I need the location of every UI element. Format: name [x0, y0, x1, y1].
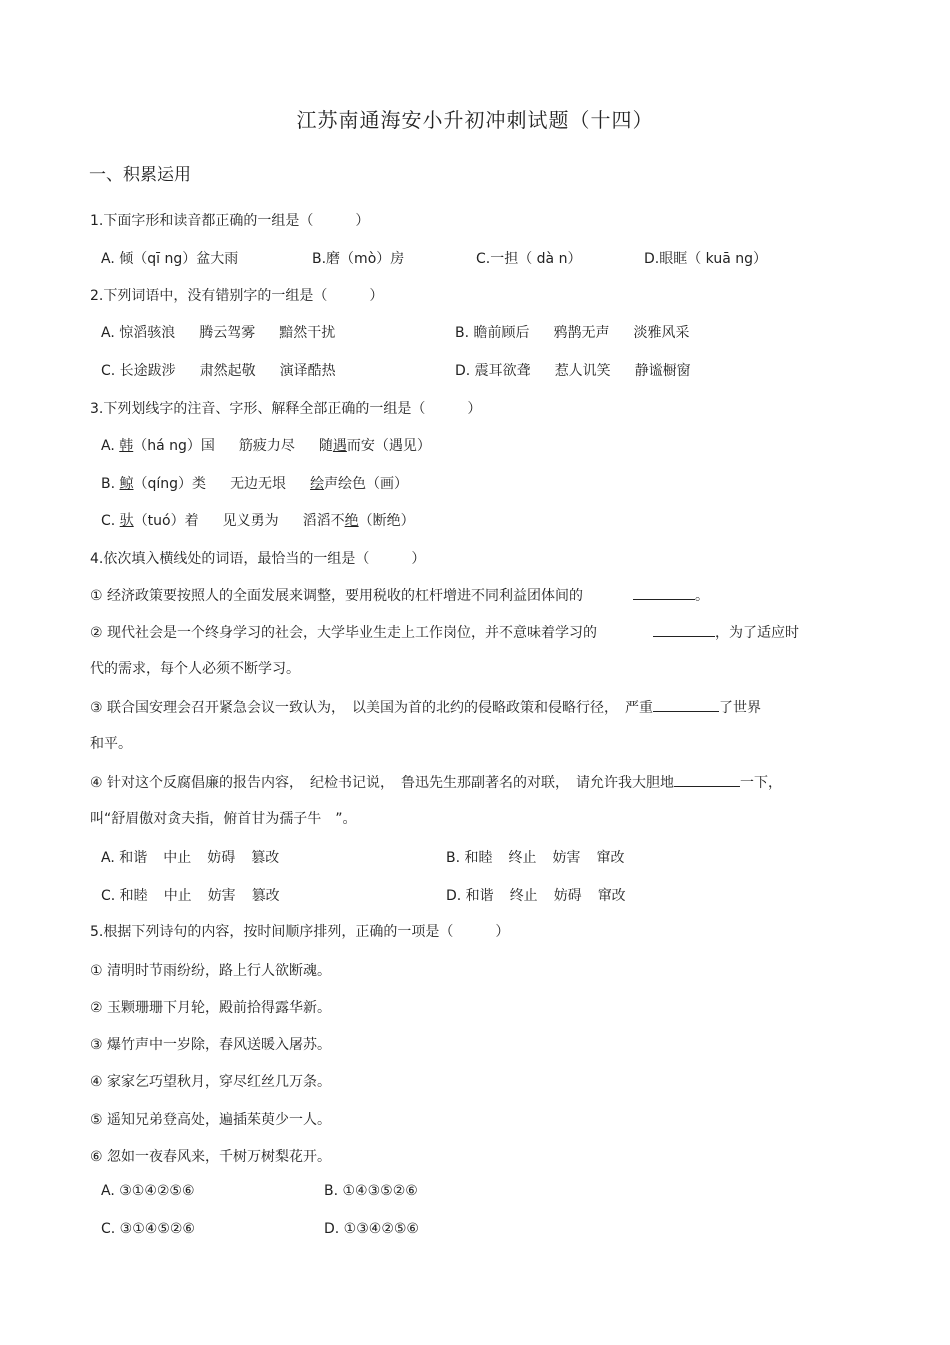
question-5: 5.根据下列诗句的内容，按时间顺序排列，正确的一项是（ ）	[90, 924, 510, 940]
section-heading: 一、积累运用	[89, 165, 191, 185]
q3-a-word: （há ng）国	[133, 438, 215, 454]
q3-option-c	[101, 510, 415, 530]
q3-a-word: 而安（遇见）	[346, 438, 431, 454]
q4-b-word: B. 和睦	[446, 850, 493, 866]
q5-poem-line: ⑥ 忽如一夜春风来，千树万树梨花开。	[90, 1149, 331, 1165]
q5-option-b: B. ①④③⑤②⑥	[324, 1183, 418, 1199]
underlined-char: 遇	[332, 438, 347, 454]
q5-poem-line: ④ 家家乞巧望秋月，穿尽红丝几万条。	[90, 1074, 331, 1090]
q4-option-b	[446, 847, 625, 867]
q3-b-word: （qíng）类	[133, 476, 207, 492]
q2-a-word: 腾云驾雾	[199, 325, 256, 341]
q4-b-word: 终止	[508, 850, 537, 866]
q2-option-d	[455, 360, 691, 380]
q2-option-b	[455, 322, 690, 342]
page-title: 江苏南通海安小升初冲刺试题（十四）	[296, 108, 654, 132]
q3-a-word: 筋疲力尽	[238, 438, 295, 454]
q3-option-b	[101, 473, 408, 493]
sentence-text: ④ 针对这个反腐倡廉的报告内容， 纪检书记说， 鲁迅先生那副著名的对联， 请允许我大胆地	[90, 775, 674, 791]
underlined-char: 鲸	[119, 476, 134, 492]
q4-d-word: 妨碍	[553, 888, 582, 904]
sentence-end: 一下，	[740, 775, 782, 791]
underlined-char: 驮	[119, 513, 134, 529]
sentence-end: ，为了适应时	[715, 625, 799, 641]
q4-d-word: 终止	[509, 888, 538, 904]
q4-c-word: 中止	[163, 888, 192, 904]
q4-a-word: 中止	[163, 850, 192, 866]
q4-d-word: D. 和谐	[446, 888, 494, 904]
q3-c-word: 见义勇为	[222, 513, 279, 529]
q5-poem-line: ⑤ 遥知兄弟登高处，遍插茱萸少一人。	[90, 1112, 331, 1128]
q4-sentence-4	[90, 772, 782, 792]
q2-d-word: 惹人讥笑	[554, 363, 611, 379]
q4-sentence-3	[90, 697, 761, 717]
q1-option-b: B.磨（mò）房	[312, 251, 405, 267]
q4-c-word: 篡改	[251, 888, 280, 904]
q4-sentence-2-cont: 代的需求，每个人必须不断学习。	[90, 661, 300, 677]
fill-blank	[633, 587, 695, 600]
q4-c-word: C. 和睦	[101, 888, 148, 904]
underlined-char: 绝	[344, 513, 359, 529]
q4-option-d	[446, 885, 626, 905]
q5-option-d: D. ①③④②⑤⑥	[324, 1221, 419, 1237]
q2-b-word: 淡雅风采	[633, 325, 690, 341]
q3-b-word: 无边无垠	[230, 476, 287, 492]
option-letter: C.	[101, 513, 120, 529]
q2-a-word: A. 惊滔骇浪	[101, 325, 176, 341]
q5-poem-line: ③ 爆竹声中一岁除，春风送暖入屠苏。	[90, 1037, 331, 1053]
q2-b-word: 鸦鹊无声	[553, 325, 610, 341]
underlined-char: 韩	[119, 438, 134, 454]
q4-b-word: 妨害	[552, 850, 581, 866]
fill-blank	[653, 624, 715, 637]
q5-option-a: A. ③①④②⑤⑥	[101, 1183, 195, 1199]
q4-d-word: 窜改	[597, 888, 626, 904]
q5-option-c: C. ③①④⑤②⑥	[101, 1221, 195, 1237]
q4-sentence-1	[90, 585, 709, 605]
q2-option-a	[101, 322, 335, 342]
q5-poem-line: ② 玉颗珊珊下月轮，殿前拾得露华新。	[90, 1000, 331, 1016]
q3-option-a	[101, 435, 431, 455]
fill-blank	[653, 699, 719, 712]
q2-d-word: D. 震耳欲聋	[455, 363, 531, 379]
q4-sentence-3-cont: 和平。	[90, 736, 132, 752]
q1-option-a: A. 倾（qī ng）盆大雨	[101, 251, 239, 267]
q1-option-c: C.一担（ dà n）	[476, 251, 582, 267]
q2-c-word: 演译酷热	[279, 363, 336, 379]
q2-a-word: 黯然干扰	[279, 325, 336, 341]
q2-b-word: B. 瞻前顾后	[455, 325, 530, 341]
q3-b-word: 声绘色（画）	[324, 476, 409, 492]
q2-c-word: 肃然起敬	[199, 363, 256, 379]
q3-c-word: 滔滔不	[302, 513, 345, 529]
option-letter: B.	[101, 476, 120, 492]
question-3: 3.下列划线字的注音、字形、解释全部正确的一组是（ ）	[90, 401, 482, 417]
q5-poem-line: ① 清明时节雨纷纷，路上行人欲断魂。	[90, 963, 331, 979]
question-1: 1.下面字形和读音都正确的一组是（ ）	[90, 213, 370, 229]
q4-b-word: 窜改	[596, 850, 625, 866]
q4-a-word: 妨碍	[207, 850, 236, 866]
fill-blank	[674, 774, 740, 787]
q4-sentence-4-cont: 叫“舒眉傲对贪夫指，俯首甘为孺子牛 ”。	[90, 811, 357, 827]
q2-d-word: 静谧橱窗	[634, 363, 691, 379]
q3-c-word: （断绝）	[358, 513, 415, 529]
q4-c-word: 妨害	[207, 888, 236, 904]
q1-option-d: D.眼眶（ kuā ng）	[644, 251, 768, 267]
q4-sentence-2	[90, 622, 799, 642]
sentence-end: 。	[695, 588, 709, 604]
question-4: 4.依次填入横线处的词语，最恰当的一组是（ ）	[90, 551, 426, 567]
option-letter: A.	[101, 438, 120, 454]
q4-a-word: A. 和谐	[101, 850, 148, 866]
underlined-char: 绘	[310, 476, 325, 492]
sentence-text: ① 经济政策要按照人的全面发展来调整，要用税收的杠杆增进不同利益团体间的	[90, 588, 583, 604]
q4-option-c	[101, 885, 280, 905]
q4-a-word: 篡改	[251, 850, 280, 866]
q3-c-word: （tuó）着	[133, 513, 199, 529]
sentence-text: ③ 联合国安理会召开紧急会议一致认为， 以美国为首的北约的侵略政策和侵略行径， 严重	[90, 700, 653, 716]
sentence-end: 了世界	[719, 700, 761, 716]
q4-option-a	[101, 847, 279, 867]
q2-option-c	[101, 360, 336, 380]
question-2: 2.下列词语中，没有错别字的一组是（ ）	[90, 288, 384, 304]
q3-a-word: 随	[318, 438, 333, 454]
q2-c-word: C. 长途跋涉	[101, 363, 176, 379]
sentence-text: ② 现代社会是一个终身学习的社会，大学毕业生走上工作岗位，并不意味着学习的	[90, 625, 597, 641]
